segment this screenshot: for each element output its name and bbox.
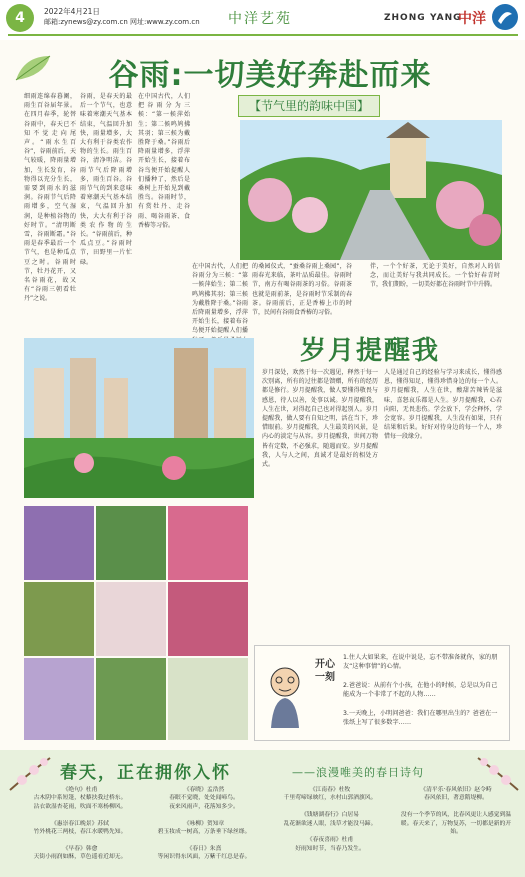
article1-column-1: 细雨连绵春暮阑，雨生百谷届年景。在四月春季，轮替谷雨中，春天已不知不觉走向尾声。“雨水生百谷”，谷雨前后，天气较暖，降雨量增加，生长发育，谷物得以充分生长，需要到雨水的滋润。谷雨节气后降雨增多，空气湿润，是种植谷物的好时节。“清明断雪，谷雨断霜。”谷雨是春季最后一个节气，也是种瓜点豆之时。谷雨时节，牡丹花开，又名谷雨花，故又有“谷雨三朝看牡丹”之说。 xyxy=(24,93,76,303)
article2-column-right: 人是通过自己的经验与学习来成长，懂得感恩，懂得知足，懂得珍惜身边的每一个人。岁月提醒我，人生在世，酸甜苦辣皆是滋味，喜怒哀乐都是人生。岁月提醒我，心若向阳，无畏悲伤。学会放下，学会释怀，学会宽容。岁月提醒我，人生没有如果，只有结果和后果。好好对待身边的每一个人，珍惜每一段缘分。 xyxy=(384,369,502,441)
humor-item-2: 2.爸爸说：从前有个小孩，在他小的时候，总是以为自己能成为一个非常了不起的人物…… xyxy=(343,682,498,698)
leaf-decoration-icon xyxy=(14,52,54,82)
brand-name: 中洋 xyxy=(458,11,486,27)
article-title-guyu: 谷雨:一切美好奔赴而来 xyxy=(108,58,432,93)
poem-column-2: 《春晓》孟浩然 春眠不觉晓，处处闻啼鸟。 夜来风雨声，花落知多少。 《咏柳》贺知章 碧玉妆成一树高，万条垂下绿丝绦。 《春日》朱熹 等闲识得东风面，万紫千红总是春。 xyxy=(157,787,251,861)
article1-column-4: 的桑园仪式，“蚕桑谷雨上桑园”，谷雨春光来临，茶叶品质最佳。谷雨时节，南方有喝谷雨茶的习俗。谷雨茶也就是雨前茶，是谷雨时节采制的春茶。谷雨前后，正是香椿上市的时节，民间有谷雨食香椿的习俗。 xyxy=(252,263,352,317)
flower-photo-4 xyxy=(24,582,94,656)
cartoon-man-icon xyxy=(261,662,309,732)
azalea-photo xyxy=(168,506,248,580)
page-header xyxy=(0,0,525,40)
column-name: 中洋艺苑 xyxy=(228,11,292,27)
article1-column-5: 伴，一个个好茶，无论于美好，自然对人的信念，而让美好与我共同成长。一个恰好春青时节，我们期盼，一切美好都在谷雨时节中升腾。 xyxy=(370,263,500,289)
poem-column-1: 《绝句》杜甫 古木阴中系短篷，杖藜扶我过桥东。 沾衣欲湿杏花雨，吹面不寒杨柳风。 《惠崇春江晚景》苏轼 竹外桃花三两枝，春江水暖鸭先知。 《早春》韩愈 天街小雨润如酥，草色遥看近却无。 xyxy=(33,787,127,861)
poem-column-3: 《江南春》杜牧 千里莺啼绿映红，水村山郭酒旗风。 《钱塘湖春行》白居易 乱花渐欲迷人眼，浅草才能没马蹄。 《春夜喜雨》杜甫 好雨知时节，当春乃发生。 xyxy=(283,787,377,852)
humor-item-3: 3.一天晚上，小明问爸爸：我们在哪里出生的？爸爸在一张纸上写了很多数字…… xyxy=(343,710,498,726)
humor-item-1: 1.住人大如果来，在说中说是，忘不带准备就你，家的朋友“这种事情”的心情。 xyxy=(343,654,498,670)
brand-en-right: YANG xyxy=(430,13,462,23)
poem-column-4: 《清平乐·春风依旧》赵令畤 春风依旧，著意隋堤柳。 没有一个季节的风，比春风更让人感觉到温暖。春天来了，万物复苏，一切都是新的开始。 xyxy=(400,787,512,836)
brand-logo-icon xyxy=(492,4,518,30)
issue-date: 2022年4月21日 xyxy=(44,7,100,16)
article1-column-3: 在中国古代，人们把谷雨分为三候：“第一候萍始生；第二候鸣鸠拂其羽；第三候为戴胜降于桑。”谷雨后降雨量增多，浮萍开始生长，接着布谷鸟便开始提醒人们播种了，然后是桑树上开始见到戴胜鸟。谷雨时节，有赏牡丹、走谷雨、喝谷雨茶、食香椿等习俗。 xyxy=(138,93,190,229)
article2-column-left: 岁月深处，欢然于每一次遇见，释然于每一次别离，所有的过往都是馈赠，所有的经历都是修行。岁月提醒我，做人要懂得敬畏与感恩，待人以善，处事以诚。岁月提醒我，人生在世，对得起自己也对得起别人。岁月提醒我，做人要有自知之明，活在当下，珍惜眼前。岁月提醒我，人生最美的风景，是内心的淡定与从容。岁月提醒我，世间万物皆有定数，不必强求，随遇而安。岁月提醒我，人与人之间，真诚才是最好的相处方式。 xyxy=(262,369,378,469)
page-number: 4 xyxy=(6,4,34,32)
city-garden-photo xyxy=(24,338,254,498)
article1-column-2: 谷雨，是春天的最后一个节气，也意味着寒潮天气基本结束，气温回升加快，雨量增多，大大有利于谷类农作物的生长。雨生百谷，清净明洁。谷雨节气后降雨增多，雨生百谷。谷雨节气的到来意味着寒潮天气基本结束，气温回升加快，大大有利于谷类农作物的生长。“谷雨前后，种瓜点豆。”谷雨时节，田野里一片忙碌。 xyxy=(80,93,132,266)
contact-info: 邮箱:zynews@zy.com.cn 网址:www.zy.com.cn xyxy=(44,18,200,26)
flower-photo-9 xyxy=(168,658,248,740)
section-tag: 【节气里的韵味中国】 xyxy=(238,95,380,117)
humor-title: 开心一刻 xyxy=(315,659,335,683)
flower-photo-7 xyxy=(24,658,94,740)
poem-subtitle: ——浪漫唯美的春日诗句 xyxy=(292,766,424,779)
flower-photo-8 xyxy=(96,658,166,740)
article1-column-3b: 在中国古代，人们把谷雨分为三候：“第一候萍始生；第二候鸣鸠拂其羽；第三候为戴胜降于桑。”谷雨后降雨量增多，浮萍开始生长，接着布谷鸟便开始提醒人们播 xyxy=(192,263,248,335)
wisteria-photo xyxy=(24,506,94,580)
article-title-suiyue: 岁月提醒我 xyxy=(300,336,441,366)
flower-photo-6 xyxy=(168,582,248,656)
brand-en-left: ZHONG xyxy=(384,13,426,23)
flower-photo-5 xyxy=(96,582,166,656)
spring-path-photo xyxy=(240,120,502,260)
header-divider xyxy=(8,34,518,36)
flower-photo-2 xyxy=(96,506,166,580)
poem-title: 春天，正在拥你入怀 xyxy=(60,763,231,783)
humor-box xyxy=(254,645,510,741)
